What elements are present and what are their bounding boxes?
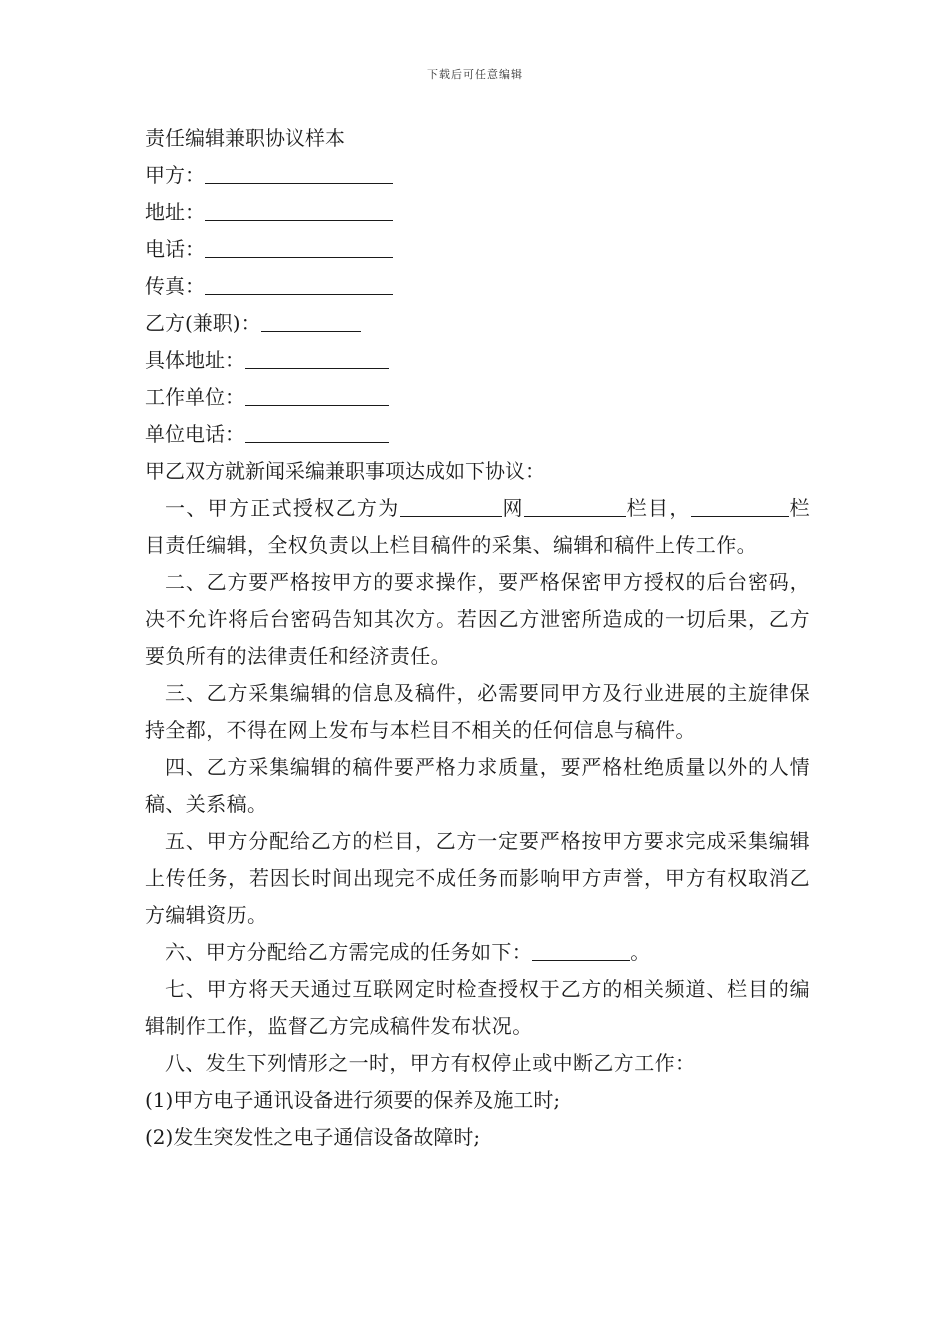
clause-text: 六、甲方分配给乙方需完成的任务如下： bbox=[165, 940, 533, 964]
field-label: 工作单位： bbox=[145, 385, 245, 409]
clause-text: 栏目， bbox=[625, 496, 691, 520]
fill-blank[interactable] bbox=[245, 344, 389, 369]
sub-item: (2)发生突发性之电子通信设备故障时; bbox=[145, 1125, 481, 1149]
fill-blank[interactable] bbox=[524, 492, 626, 517]
field-label: 甲方： bbox=[145, 163, 205, 187]
clause-2: 二、乙方要严格按甲方的要求操作，要严格保密甲方授权的后台密码，决不允许将后台密码告知其次方。若因乙方泄密所造成的一切后果，乙方要负所有的法律责任和经济责任。 bbox=[145, 570, 810, 668]
fill-blank[interactable] bbox=[261, 307, 361, 332]
field-label: 具体地址： bbox=[145, 348, 245, 372]
clause-1 bbox=[145, 490, 810, 564]
field-label: 传真： bbox=[145, 274, 205, 298]
fill-blank[interactable] bbox=[205, 159, 393, 184]
field-phone bbox=[145, 231, 810, 268]
fill-blank[interactable] bbox=[205, 233, 393, 258]
agreement-intro: 甲乙双方就新闻采编兼职事项达成如下协议： bbox=[145, 459, 545, 483]
fill-blank[interactable] bbox=[245, 418, 389, 443]
field-specific-address bbox=[145, 342, 810, 379]
field-label: 电话： bbox=[145, 237, 205, 261]
document-title: 责任编辑兼职协议样本 bbox=[145, 126, 345, 150]
fill-blank[interactable] bbox=[691, 492, 789, 517]
field-label: 单位电话： bbox=[145, 422, 245, 446]
clause-8: 八、发生下列情形之一时，甲方有权停止或中断乙方工作： bbox=[165, 1051, 696, 1075]
fill-blank[interactable] bbox=[532, 936, 630, 961]
clause-text: 网 bbox=[501, 496, 524, 520]
field-work-unit bbox=[145, 379, 810, 416]
field-party-b bbox=[145, 305, 810, 342]
field-label: 地址： bbox=[145, 200, 205, 224]
fill-blank[interactable] bbox=[245, 381, 389, 406]
fill-blank[interactable] bbox=[205, 270, 393, 295]
clause-3: 三、乙方采集编辑的信息及稿件，必需要同甲方及行业进展的主旋律保持全都，不得在网上发布与本栏目不相关的任何信息与稿件。 bbox=[145, 681, 810, 742]
clause-4: 四、乙方采集编辑的稿件要严格力求质量，要严格杜绝质量以外的人情稿、关系稿。 bbox=[145, 755, 810, 816]
field-label: 乙方(兼职)： bbox=[145, 311, 261, 335]
field-fax bbox=[145, 268, 810, 305]
clause-text: 栏目责任编辑，全权负责以上栏目稿件的采集、编辑和稿件上传工作。 bbox=[145, 496, 810, 557]
header-note: 下载后可任意编辑 bbox=[427, 68, 523, 81]
field-address bbox=[145, 194, 810, 231]
fill-blank[interactable] bbox=[205, 196, 393, 221]
clause-text: 。 bbox=[630, 940, 651, 964]
field-party-a bbox=[145, 157, 810, 194]
document-body bbox=[145, 120, 810, 1156]
sub-item: (1)甲方电子通讯设备进行须要的保养及施工时; bbox=[145, 1088, 561, 1112]
clause-5: 五、甲方分配给乙方的栏目，乙方一定要严格按甲方要求完成采集编辑上传任务，若因长时间出现完不成任务而影响甲方声誉，甲方有权取消乙方编辑资历。 bbox=[145, 829, 810, 927]
clause-7: 七、甲方将天天通过互联网定时检查授权于乙方的相关频道、栏目的编辑制作工作，监督乙方完成稿件发布状况。 bbox=[145, 977, 810, 1038]
clause-6 bbox=[145, 934, 810, 971]
clause-text: 一、甲方正式授权乙方为 bbox=[165, 496, 400, 520]
fill-blank[interactable] bbox=[400, 492, 502, 517]
field-unit-phone bbox=[145, 416, 810, 453]
